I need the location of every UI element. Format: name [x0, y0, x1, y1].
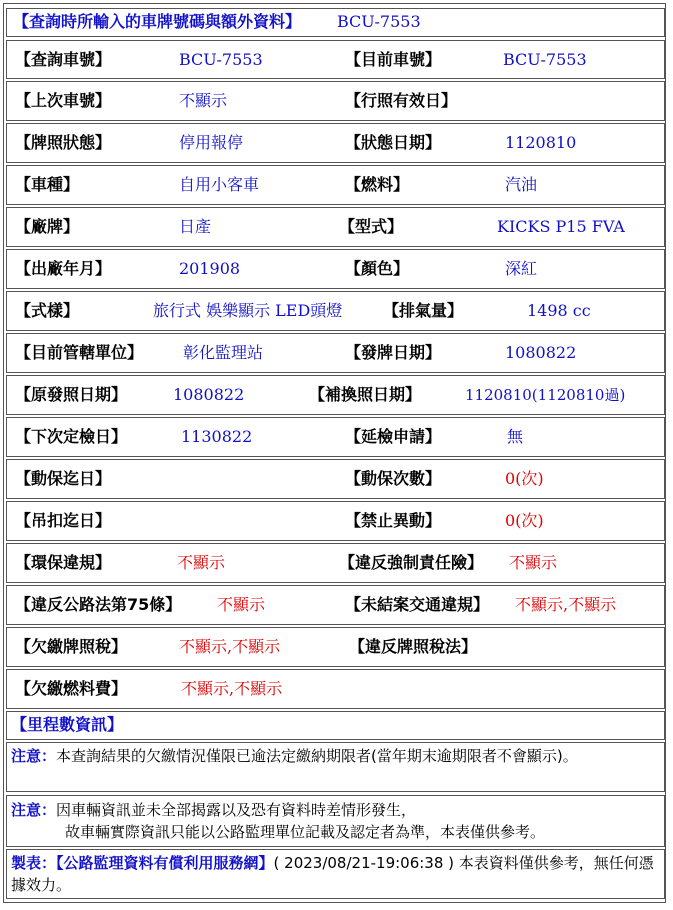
label-brand: 【廠牌】: [15, 217, 80, 236]
value-vehicle-type: 自用小客車: [179, 175, 260, 194]
label-color: 【顏色】: [345, 259, 410, 278]
value-lien-count: 0(次): [505, 469, 544, 488]
label-query-plate: 【查詢車號】: [15, 50, 112, 69]
value-brand: 日產: [179, 217, 212, 236]
value-style: 旅行式 娛樂顯示 LED頭燈: [153, 301, 343, 320]
note-disclaimer: [6, 795, 665, 847]
label-reissue-date: 【補換照日期】: [309, 385, 422, 404]
label-manufacture-date: 【出廠年月】: [15, 259, 112, 278]
value-color: 深紅: [505, 259, 538, 278]
row-query-plate: [6, 40, 665, 79]
value-inspection-deferral: 無: [507, 427, 524, 446]
value-issue-date: 1080822: [505, 343, 577, 362]
label-environmental-violation: 【環保違規】: [15, 553, 112, 572]
note-prefix: 注意：: [11, 747, 57, 765]
row-style: [6, 291, 665, 331]
value-transfer-ban: 0(次): [505, 511, 544, 530]
query-header-title: 【查詢時所輸入的車牌號碼與額外資料】: [13, 12, 302, 31]
label-displacement: 【排氣量】: [383, 301, 464, 320]
row-highway-law: [6, 585, 665, 625]
query-header-plate: BCU-7553: [337, 12, 421, 31]
label-vehicle-type: 【車種】: [15, 175, 80, 194]
label-insurance-violation: 【違反強制責任險】: [339, 553, 484, 572]
report-source-service[interactable]: 【公路監理資料有償利用服務網】: [56, 854, 274, 872]
label-lien-end-date: 【動保迄日】: [15, 469, 112, 488]
row-next-inspection: [6, 417, 665, 457]
report-source-prefix: 製表：: [11, 854, 57, 872]
label-transfer-ban: 【禁止異動】: [345, 511, 442, 530]
label-style: 【式樣】: [15, 301, 80, 320]
label-jurisdiction: 【目前管轄單位】: [15, 343, 144, 362]
value-status-date: 1120810: [505, 133, 577, 152]
label-suspension-end-date: 【吊扣迄日】: [15, 511, 112, 530]
label-lien-count: 【動保次數】: [345, 469, 442, 488]
row-environmental: [6, 543, 665, 583]
value-unpaid-fuel-fee: 不顯示,不顯示: [181, 679, 283, 698]
value-model: KICKS P15 FVA: [497, 217, 625, 236]
value-jurisdiction: 彰化監理站: [183, 343, 264, 362]
value-environmental-violation: 不顯示: [177, 553, 226, 572]
value-next-inspection: 1130822: [181, 427, 253, 446]
label-current-plate: 【目前車號】: [345, 50, 442, 69]
row-vehicle-type: [6, 165, 665, 205]
label-status-date: 【狀態日期】: [345, 133, 442, 152]
report-source-body: ( 2023/08/21-19:06:38 ) 本表資料僅供參考，無任何憑據效力。: [11, 854, 654, 894]
value-original-license-date: 1080822: [173, 385, 245, 404]
note-disclaimer-text: [11, 799, 660, 843]
row-brand: [6, 207, 665, 247]
row-original-license: [6, 375, 665, 415]
value-current-plate: BCU-7553: [503, 50, 587, 69]
mileage-title: 【里程數資訊】: [11, 715, 124, 734]
label-model: 【型式】: [339, 217, 404, 236]
row-previous-plate: [6, 81, 665, 121]
row-suspension-end: [6, 501, 665, 541]
label-unresolved-violations: 【未結案交通違規】: [345, 595, 490, 614]
mileage-section: [6, 711, 665, 740]
label-issue-date: 【發牌日期】: [345, 343, 442, 362]
row-license-tax: [6, 627, 665, 667]
row-manufacture-date: [6, 249, 665, 289]
value-insurance-violation: 不顯示: [509, 553, 558, 572]
row-plate-status: [6, 123, 665, 163]
row-lien-end: [6, 459, 665, 499]
query-header: [6, 8, 665, 37]
note-prefix: 注意：: [11, 801, 57, 819]
label-highway-law-violation: 【違反公路法第75條】: [15, 595, 182, 614]
label-license-tax-violation: 【違反牌照稅法】: [349, 637, 478, 656]
value-fuel: 汽油: [505, 175, 538, 194]
value-unpaid-license-tax: 不顯示,不顯示: [179, 637, 281, 656]
value-previous-plate: 不顯示: [179, 91, 228, 110]
report-source-text: [11, 852, 660, 896]
value-plate-status: 停用報停: [179, 133, 244, 152]
label-previous-plate: 【上次車號】: [15, 91, 112, 110]
value-manufacture-date: 201908: [179, 259, 241, 278]
value-reissue-date: 1120810(1120810過): [465, 386, 626, 404]
label-fuel: 【燃料】: [345, 175, 410, 194]
note-disclaimer-line1: 因車輛資訊並未全部揭露以及恐有資料時差情形發生，: [56, 801, 417, 819]
value-query-plate: BCU-7553: [179, 50, 263, 69]
value-displacement: 1498 cc: [527, 301, 591, 320]
row-fuel-fee: [6, 669, 665, 709]
note-unpaid-scope-text: [11, 745, 660, 767]
note-unpaid-scope-body: 本查詢結果的欠繳情況僅限已逾法定繳納期限者(當年期末逾期限者不會顯示)。: [56, 747, 578, 765]
label-unpaid-fuel-fee: 【欠繳燃料費】: [15, 679, 128, 698]
note-unpaid-scope: [6, 742, 665, 792]
label-original-license-date: 【原發照日期】: [15, 385, 128, 404]
note-disclaimer-line2: 故車輛實際資訊只能以公路監理單位記載及認定者為準，本表僅供參考。: [65, 823, 546, 841]
label-inspection-deferral: 【延檢申請】: [345, 427, 442, 446]
value-highway-law-violation: 不顯示: [217, 595, 266, 614]
report-source: [6, 849, 665, 899]
label-license-valid: 【行照有效日】: [345, 91, 458, 110]
value-unresolved-violations: 不顯示,不顯示: [515, 595, 617, 614]
label-unpaid-license-tax: 【欠繳牌照稅】: [15, 637, 128, 656]
label-next-inspection: 【下次定檢日】: [15, 427, 128, 446]
row-jurisdiction: [6, 333, 665, 373]
label-plate-status: 【牌照狀態】: [15, 133, 112, 152]
